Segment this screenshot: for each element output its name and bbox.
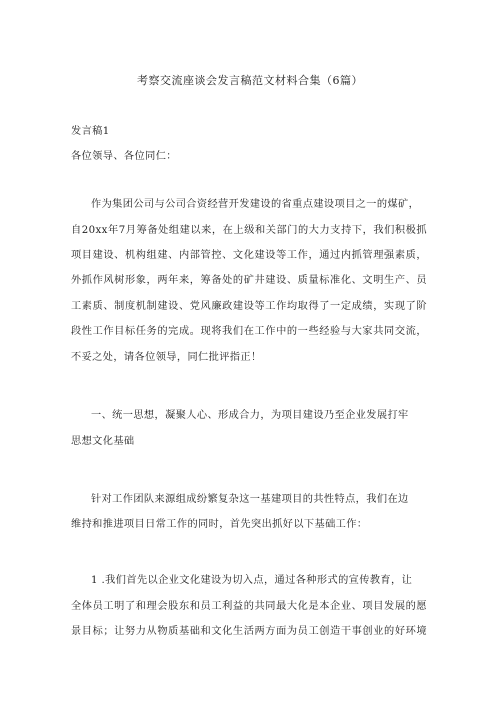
section-heading-line: 一、统一思想，凝聚人心、形成合力，为项目建设乃至企业发展打牢 <box>91 410 409 421</box>
paragraph-line: 全体员工明了和理会股东和员工利益的共同最大化是本企业、项目发展的愿 <box>71 601 427 612</box>
paragraph-line: 段性工作目标任务的完成。现将我们在工作中的一些经验与大家共同交流， <box>71 326 427 337</box>
paragraph-line: 针对工作团队来源组成纷繁复杂这一基建项目的共性特点，我们在边 <box>91 494 409 505</box>
paragraph-line: 工素质、制度机制建设、党风廉政建设等工作均取得了一定成绩，实现了阶 <box>71 301 427 312</box>
section-label: 发言稿1 <box>71 126 110 137</box>
section-heading-line: 思想文化基础 <box>71 436 135 447</box>
paragraph-line: 外抓作风树形象，两年来，筹备处的矿井建设、质量标准化、文明生产、员 <box>71 275 427 286</box>
paragraph-line: 项目建设、机构组建、内部管控、文化建设等工作，通过内抓管理强素质， <box>71 250 427 261</box>
paragraph-line: 作为集团公司与公司合资经营开发建设的省重点建设项目之一的煤矿， <box>91 199 420 210</box>
greeting: 各位领导、各位同仁： <box>71 151 177 162</box>
paragraph-line: 自20xx年7月筹备处组建以来，在上级和关部门的大力支持下，我们积极抓 <box>71 225 427 236</box>
paragraph-line: 维持和推进项目日常工作的同时，首先突出抓好以下基础工作： <box>71 519 368 530</box>
document-title: 考察交流座谈会发言稿范文材料合集（6篇） <box>137 74 363 87</box>
paragraph-line: 不妥之处，请各位领导，同仁批评指正！ <box>71 352 262 363</box>
paragraph-line: 1 .我们首先以企业文化建设为切入点，通过各种形式的宣传教育，让 <box>91 575 413 586</box>
paragraph-line: 景目标；让努力从物质基础和文化生活两方面为员工创造干事创业的好环境 <box>71 626 427 637</box>
